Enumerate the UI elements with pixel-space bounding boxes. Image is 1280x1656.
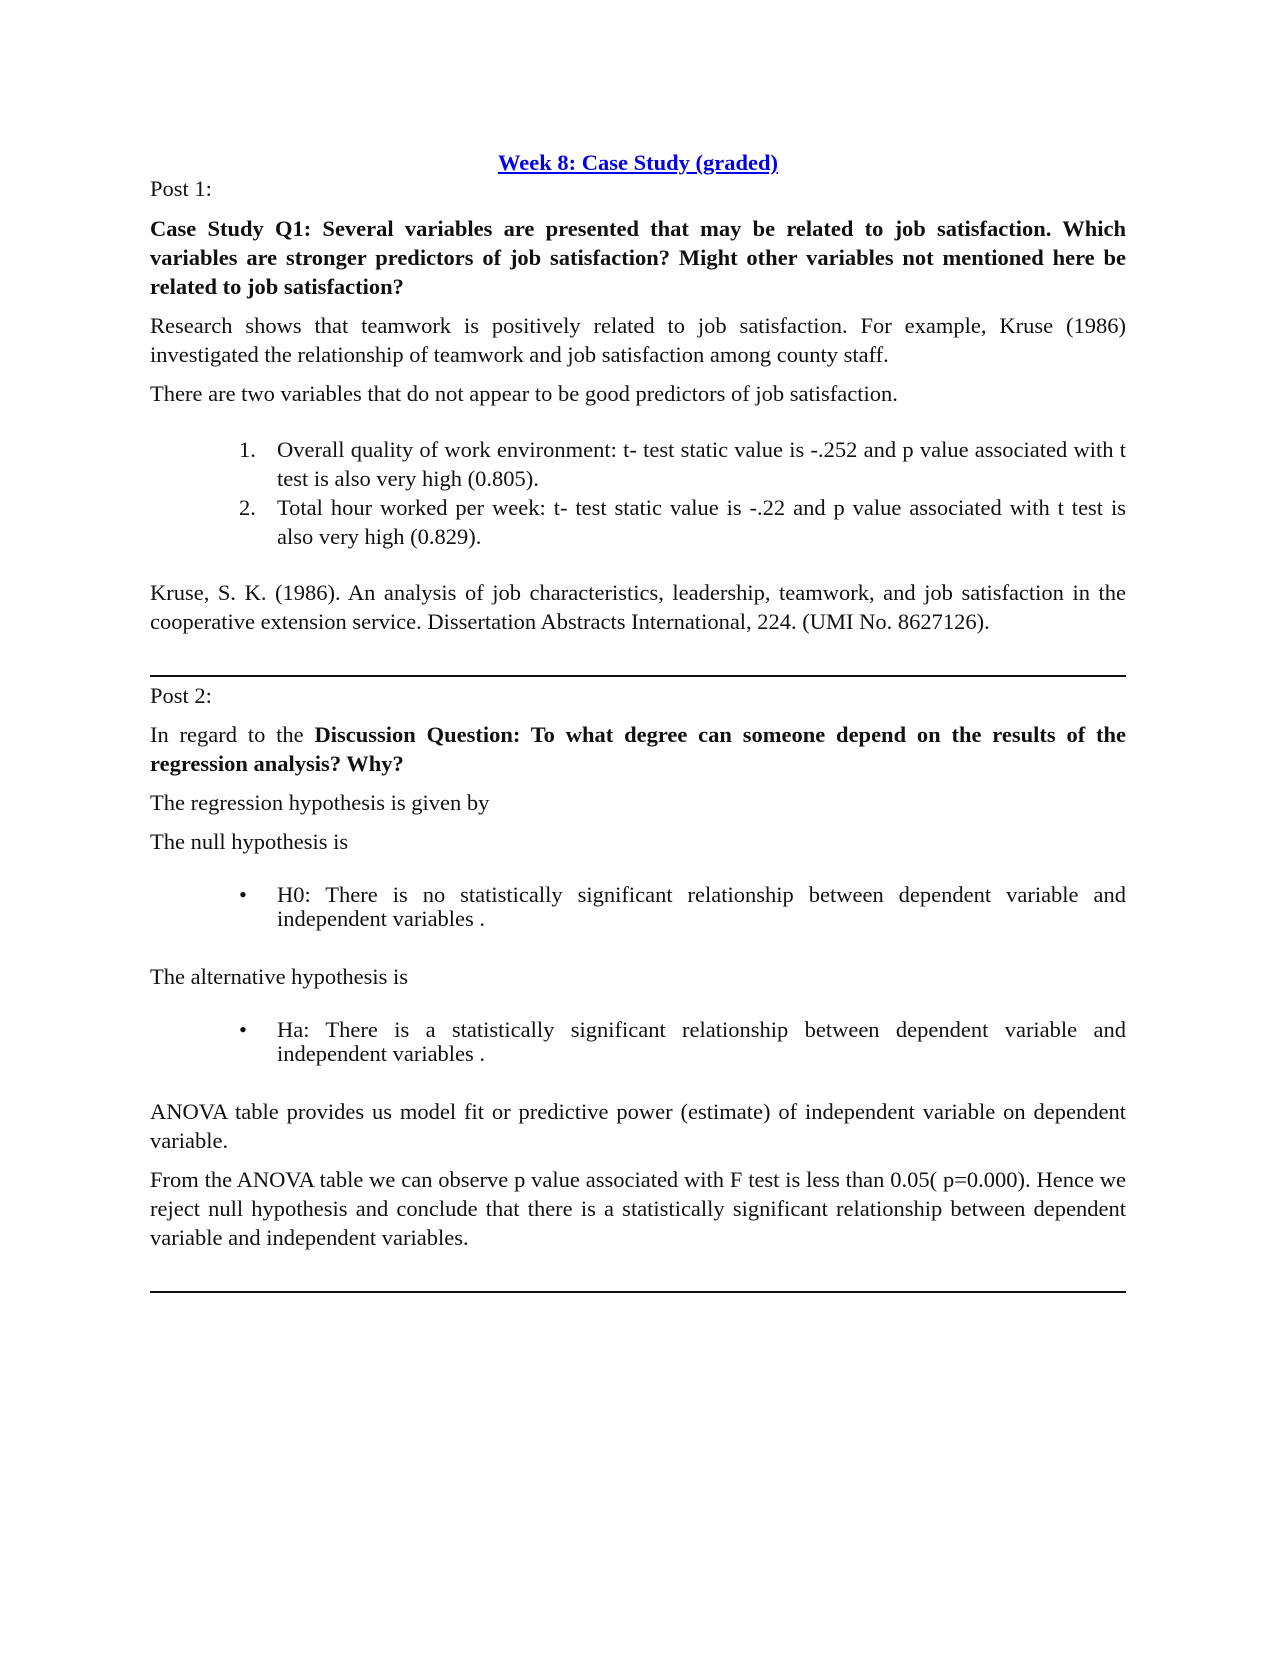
bullet-icon: •	[239, 1017, 247, 1042]
null-hypothesis-list	[150, 883, 1126, 931]
post-2-paragraph-3: The alternative hypothesis is	[150, 964, 409, 989]
alternative-hypothesis-list	[150, 1018, 1126, 1066]
list-item	[239, 493, 1126, 551]
post-2-paragraph-1: The regression hypothesis is given by	[150, 790, 490, 815]
post-2-paragraph-5: From the ANOVA table we can observe p value associated with F test is less than 0.05( p=0.000). Hence we reject null hypothesis and conclude that there is a statistically significant relationship between dependent variable and independent variables.	[150, 1167, 1126, 1250]
list-item-text: H0: There is no statistically significant relationship between dependent variable and independent variables .	[277, 882, 1126, 931]
post-1-label: Post 1:	[150, 176, 212, 201]
predictor-list	[150, 435, 1126, 551]
question-prefix: In regard to the	[150, 722, 315, 747]
post-1	[150, 174, 1126, 636]
post-2-label: Post 2:	[150, 683, 212, 708]
list-number: 1.	[239, 437, 256, 462]
list-item	[239, 882, 1126, 931]
post-2-question	[150, 720, 1126, 778]
list-number: 2.	[239, 495, 256, 520]
list-item	[239, 435, 1126, 493]
list-item-text: Total hour worked per week: t- test static value is -.22 and p value associated with t test is also very high (0.829).	[277, 495, 1126, 549]
post-2	[150, 681, 1126, 1252]
post-1-question: Case Study Q1: Several variables are presented that may be related to job satisfaction. Which variables are stronger predictors of job satisfaction? Might other variables not mentioned here be related to job satisfaction?	[150, 216, 1126, 299]
discussion-question: Discussion Question: To what degree can someone depend on the results of the regression analysis? Why?	[150, 722, 1126, 776]
document-page	[150, 148, 1126, 1293]
reference-citation: Kruse, S. K. (1986). An analysis of job characteristics, leadership, teamwork, and job satisfaction in the cooperative extension service. Dissertation Abstracts International, 224. (UMI No. 8627126).	[150, 580, 1126, 634]
section-divider	[150, 675, 1126, 677]
section-divider	[150, 1291, 1126, 1293]
post-2-paragraph-2: The null hypothesis is	[150, 829, 349, 854]
post-1-paragraph-2: There are two variables that do not appear to be good predictors of job satisfaction.	[150, 381, 898, 406]
list-item	[239, 1017, 1126, 1066]
list-item-text: Overall quality of work environment: t- test static value is -.252 and p value associated with t test is also very high (0.805).	[277, 437, 1126, 491]
title-link[interactable]: Week 8: Case Study (graded)	[498, 150, 778, 175]
bullet-icon: •	[239, 882, 247, 907]
post-1-paragraph-1: Research shows that teamwork is positively related to job satisfaction. For example, Kruse (1986) investigated the relationship of teamwork and job satisfaction among county staff.	[150, 313, 1126, 367]
list-item-text: Ha: There is a statistically significant relationship between dependent variable and independent variables .	[277, 1017, 1126, 1066]
post-2-paragraph-4: ANOVA table provides us model fit or predictive power (estimate) of independent variable on dependent variable.	[150, 1099, 1126, 1153]
